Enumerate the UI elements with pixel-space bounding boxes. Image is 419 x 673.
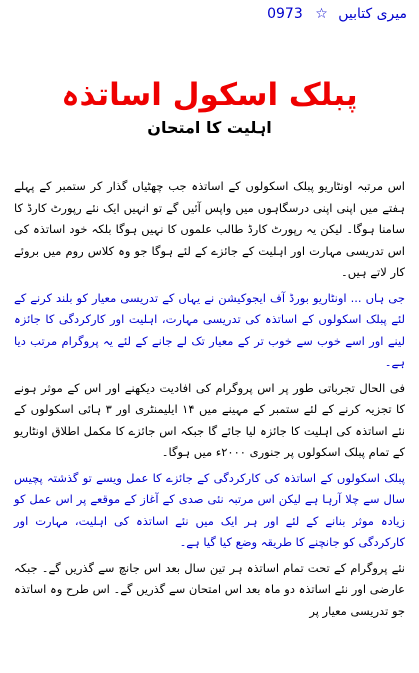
star-icon: ☆ bbox=[315, 6, 328, 22]
paragraph-2: جی ہاں ... اونٹاریو بورڈ آف ایجوکیشن نے یہاں کے تدریسی معیار کو بلند کرنے کے لئے پبلک اسکولوں کے اساتذہ کی تدریسی مہارت، اہلیت اور کارکردگی کا جائزہ لینے اور اسے خوب سے خوب تر کے معیار تک لے جانے کے لئے یہ پروگرام مرتب دیا ہے۔ bbox=[14, 290, 405, 369]
article-subtitle: اہلیت کا امتحان bbox=[147, 118, 272, 137]
paragraph-4: پبلک اسکولوں کے اساتذہ کی کارکردگی کے جائزے کا عمل ویسے تو گذشتہ پچیس سال سے چلا آرہا ہے لیکن اس مرتبہ نئی صدی کے آغاز کے موقعے پر اس عمل کو زیادہ موثر بنانے کے لئے اور ہر ایک میں نئے اساتذہ کی اہلیت، مہارت اور کارکردگی کو جانچنے کا طریقہ وضع کیا گیا ہے۔ bbox=[14, 470, 405, 549]
series-label: میری کتابیں bbox=[338, 6, 407, 22]
page-header bbox=[267, 6, 407, 22]
article-title: پبلک اسکول اساتذہ bbox=[61, 76, 358, 113]
paragraph-5: نئے پروگرام کے تحت تمام اساتذہ ہر تین سال بعد اس جانچ سے گذریں گے۔ جبکہ عارضی اور نئے اساتذہ دو ماہ بعد اس امتحان سے گذریں گے۔ اس طرح وہ اساتذہ جو تدریسی معیار پر bbox=[14, 560, 405, 618]
paragraph-3: فی الحال تجرباتی طور پر اس پروگرام کی افادیت دیکھنے اور اس کے موثر ہونے کا تجزیہ کرنے کے لئے ستمبر کے مہینے میں ۱۴ ایلیمنٹری اور ۳ ہائی اسکولوں کے نئے اساتذہ کی اہلیت کا جائزہ لیا جائے گا جبکہ اس جائزے کا مکمل اطلاق اونٹاریو کے تمام پبلک اسکولوں پر جنوری ۲۰۰۰ء میں ہوگا۔ bbox=[14, 380, 405, 459]
paragraph-1: اس مرتبہ اونٹاریو پبلک اسکولوں کے اساتذہ جب چھٹیاں گذار کر ستمبر کے پہلے ہفتے میں اپنی اپنی درسگاہوں میں واپس آئیں گے تو انہیں ایک نئے رپورٹ کارڈ کا سامنا ہوگا۔ لیکن یہ رپورٹ کارڈ طالب علموں کا نہیں ہوگا بلکہ خود اساتذہ کی اس تدریسی مہارت اور اہلیت کے جائزے کے لئے ہوگا جو وہ کلاس روم میں بروئے کار لاتے ہیں۔ bbox=[14, 179, 405, 279]
page-number: 0973 bbox=[267, 6, 303, 22]
article-body bbox=[14, 176, 405, 626]
